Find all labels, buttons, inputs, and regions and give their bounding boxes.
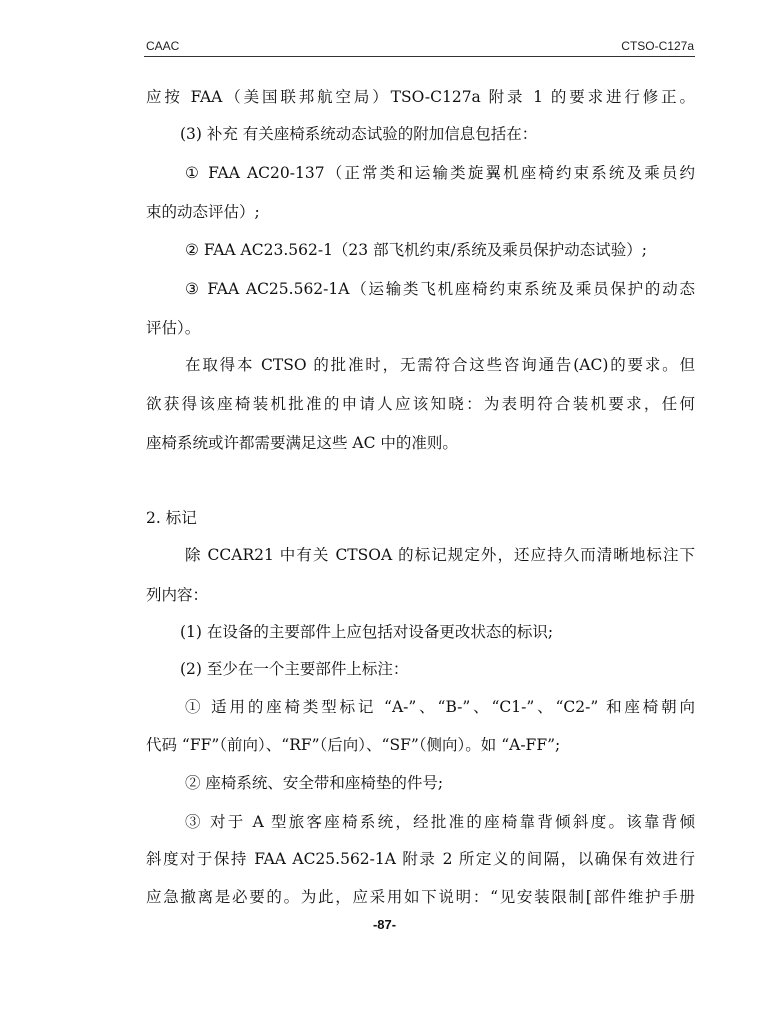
text-line: 代码 “FF”（前向）、“RF”（后向）、“SF”（侧向）。如 “A-FF”;	[146, 736, 561, 754]
text-line: 束的动态评估）;	[146, 203, 260, 221]
text-line: (1) 在设备的主要部件上应包括对设备更改状态的标识;	[180, 623, 554, 641]
header-right: CTSO-C127a	[621, 39, 694, 53]
header-rule	[144, 56, 695, 57]
header-left: CAAC	[146, 39, 180, 53]
text-line: 应按 FAA（美国联邦航空局）TSO-C127a 附录 1 的要求进行修正。	[146, 88, 695, 106]
text-line: ③ 对于 A 型旅客座椅系统，经批准的座椅靠背倾斜度。该靠背倾	[185, 813, 695, 831]
text-line: 列内容：	[146, 586, 209, 604]
text-line: ① 适用的座椅类型标记 “A-”、“B-”、“C1-”、“C2-” 和座椅朝向	[185, 698, 695, 716]
text-line: 欲获得该座椅装机批准的申请人应该知晓：为表明符合装机要求，任何	[146, 395, 695, 413]
page-number: -87-	[372, 917, 397, 932]
text-line: ① FAA AC20-137（正常类和运输类旋翼机座椅约束系统及乘员约	[185, 164, 695, 182]
text-line: 斜度对于保持 FAA AC25.562-1A 附录 2 所定义的间隔，以确保有效进行	[146, 850, 695, 868]
text-line: ② FAA AC23.562-1（23 部飞机约束/系统及乘员保护动态试验）;	[185, 241, 648, 259]
text-line: 除 CCAR21 中有关 CTSOA 的标记规定外，还应持久而清晰地标注下	[185, 546, 695, 564]
text-line: (2) 至少在一个主要部件上标注：	[180, 660, 409, 678]
text-line: 座椅系统或许都需要满足这些 AC 中的准则。	[146, 434, 458, 452]
text-line: 在取得本 CTSO 的批准时，无需符合这些咨询通告(AC)的要求。但	[185, 356, 695, 374]
text-line: 应急撤离是必要的。为此，应采用如下说明：“见安装限制[部件维护手册	[146, 888, 695, 906]
text-line: ② 座椅系统、安全带和座椅垫的件号;	[185, 774, 444, 792]
text-line: ③ FAA AC25.562-1A（运输类飞机座椅约束系统及乘员保护的动态	[185, 280, 695, 298]
text-line: 评估）。	[146, 319, 201, 337]
section-heading: 2. 标记	[146, 509, 197, 527]
text-line: (3) 补充 有关座椅系统动态试验的附加信息包括在：	[180, 125, 538, 143]
